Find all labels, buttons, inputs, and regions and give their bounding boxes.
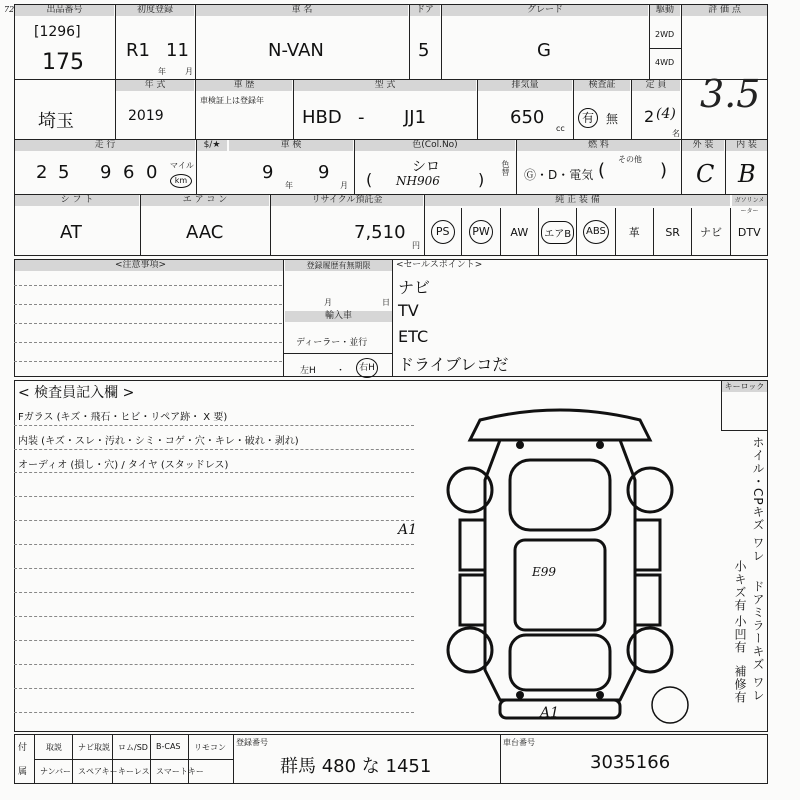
chassis-number: 3035166 [590, 752, 671, 773]
color-name: シロ [412, 159, 440, 175]
displacement-value: 650 [510, 107, 545, 128]
spare-tire [652, 687, 688, 723]
label-car-name: 車 名 [196, 5, 408, 16]
label-recycle: リサイクル預託金 [271, 195, 423, 206]
inspection-yes: 有 [578, 108, 598, 128]
bottom-r1-2: ロム/SD [118, 743, 148, 752]
displacement-unit: cc [556, 124, 565, 133]
label-aircon: エ ア コ ン [141, 195, 269, 206]
door-right-rear [635, 575, 660, 625]
capacity-unit: 名 [672, 129, 680, 138]
lot-number: 175 [42, 50, 84, 75]
mileage-miles: マイル [170, 161, 194, 170]
recycle-value: 7,510 [354, 222, 406, 243]
label-import: 輸入車 [285, 311, 392, 322]
history-box [283, 259, 393, 377]
fuel-paren-close: ) [660, 160, 668, 181]
rating-overall: 3.5 [700, 72, 761, 116]
damage-mark-roof: E99 [532, 565, 557, 579]
history-month: 月 [324, 298, 332, 307]
label-expiry: 車 検 [229, 140, 353, 151]
fuel-other: その他 [618, 155, 642, 164]
first-reg-month-unit: 月 [185, 67, 193, 76]
steer-left: 左H [300, 366, 316, 376]
equip-ps: PS [424, 208, 462, 256]
door-left-rear [460, 575, 485, 625]
plate-number: 群馬 480 な 1451 [280, 756, 432, 777]
drive-2wd: 2WD [655, 30, 675, 39]
damage-mark-side: A1 [398, 522, 418, 538]
front-hood [510, 460, 610, 530]
plate-label: 登録番号 [236, 738, 268, 747]
equip-airbag: エアB [539, 208, 577, 256]
grade-value: G [537, 40, 551, 61]
drive-4wd: 4WD [655, 58, 675, 67]
equip-dtv: DTV [737, 225, 761, 239]
right-wheel-text: ホイル・CPキズ ワレ [751, 436, 765, 563]
label-year-model: 年 式 [116, 80, 194, 91]
fuel-options: Ⓖ・D・電気 [524, 168, 594, 182]
right-dent-text: 小凹有 [733, 615, 747, 654]
fuel-paren-open: ( [598, 160, 606, 181]
lot-corner-mark: 72 [4, 5, 15, 14]
attach-bottom: 属 [18, 767, 28, 777]
model-code: JJ1 [404, 107, 427, 128]
roof-outline [470, 410, 650, 440]
color-paren-r: ) [478, 170, 485, 189]
history-note: 車検証上は登録年 [200, 96, 264, 105]
mileage-digit-1: 2 [36, 162, 48, 183]
expiry-month: 9 [318, 162, 330, 183]
sales-point-4: ドライブレコだ [398, 355, 509, 374]
label-grade: グレード [442, 5, 648, 16]
model-dash: - [358, 107, 365, 128]
lot-code: [1296] [34, 24, 81, 40]
expiry-month-unit: 月 [340, 181, 348, 190]
capacity-hand: (4) [656, 106, 676, 122]
bottom-r1-4: リモコン [194, 743, 226, 752]
rear-glass [510, 635, 610, 690]
first-reg-year-unit: 年 [158, 67, 166, 76]
car-name-value: N-VAN [268, 40, 324, 61]
body-outline [485, 440, 635, 700]
mileage-digit-3: 9 [100, 162, 112, 183]
label-shift: シ フ ト [15, 195, 139, 206]
label-drive: 駆動 [650, 5, 680, 16]
right-mirror-text: ドアミラーキズ ワレ [751, 580, 765, 702]
label-rating: 評 価 点 [682, 5, 767, 16]
label-history: 車 歴 [196, 80, 292, 91]
door-right-front [635, 520, 660, 570]
sales-point-1: ナビ [398, 278, 431, 297]
chassis-label: 車台番号 [503, 738, 535, 747]
right-repair-text: 補修有 [733, 665, 747, 704]
roof-panel [515, 540, 605, 630]
label-capacity: 定 員 [632, 80, 680, 91]
label-s: $/★ [197, 140, 227, 151]
equipment-row [424, 208, 768, 256]
rear-bumper [500, 700, 620, 718]
label-history-period: 登録履歴有無期限 [285, 260, 392, 271]
label-interior: 内 装 [726, 140, 767, 151]
recycle-unit: 円 [412, 241, 420, 250]
label-inspection: 検査証 [574, 80, 630, 91]
steer-right: 右H [356, 358, 378, 378]
mileage-km: km [170, 174, 192, 188]
label-color: 色(Col.No) [355, 140, 515, 151]
bottom-r1-0: 取説 [46, 743, 62, 752]
first-reg-era: R1 [126, 40, 150, 61]
steer-dot: ・ [336, 366, 346, 376]
label-sales-points: <セールスポイント> [396, 260, 483, 270]
label-fuel: 燃 料 [517, 140, 680, 151]
inspector-line-interior: 内装 (キズ・スレ・汚れ・シミ・コゲ・穴・キレ・破れ・剥れ) [18, 436, 299, 447]
color-code: NH906 [396, 174, 440, 188]
inspector-title: < 検査員記入欄 > [18, 385, 135, 401]
expiry-year: 9 [262, 162, 274, 183]
shift-value: AT [60, 222, 82, 243]
attach-top: 付 [18, 743, 28, 753]
mileage-digit-5: 0 [146, 162, 158, 183]
mileage-digit-4: 6 [123, 162, 135, 183]
doors-value: 5 [418, 40, 430, 61]
label-mileage: 走 行 [15, 140, 195, 151]
bottom-r2-3: スマートキー [156, 767, 204, 776]
model-prefix: HBD [302, 107, 342, 128]
bottom-r1-3: B-CAS [156, 742, 181, 751]
color-paren-l: ( [366, 170, 373, 189]
capacity-value: 2 [644, 107, 655, 126]
equip-sr: SR [654, 208, 692, 256]
equip-leather: 革 [616, 208, 654, 256]
label-doors: ドア [410, 5, 440, 16]
sales-point-2: TV [398, 301, 419, 320]
right-scratch-text: 小キズ有 [733, 560, 747, 612]
inspector-line-audio: オーディオ (損し・穴) / タイヤ (スタッドレス) [18, 460, 229, 471]
prefecture-value: 埼玉 [38, 111, 74, 132]
equip-abs: ABS [577, 208, 615, 256]
door-left-front [460, 520, 485, 570]
interior-grade: B [738, 160, 756, 188]
color-paint: 色替 [501, 160, 510, 176]
aircon-value: AAC [186, 222, 224, 243]
history-day: 日 [382, 298, 390, 307]
label-lot: 出品番号 [15, 5, 114, 16]
exterior-grade: C [696, 160, 715, 188]
damage-mark-rear: A1 [540, 705, 560, 721]
first-reg-month: 11 [166, 40, 189, 61]
inspection-no: 無 [606, 112, 619, 126]
year-model-value: 2019 [128, 108, 164, 124]
label-gas-meter: ガソリンメーター [732, 195, 767, 206]
label-notes: <注意事項> [15, 260, 283, 271]
bottom-r2-1: スペアキー [78, 767, 118, 776]
car-damage-diagram [420, 400, 700, 725]
bottom-r2-0: ナンバー [40, 767, 72, 776]
sales-point-3: ETC [398, 327, 429, 346]
bottom-r2-2: キーレス [118, 767, 150, 776]
label-exterior: 外 装 [682, 140, 724, 151]
label-key-lock: キーロック [722, 381, 767, 392]
expiry-year-unit: 年 [285, 181, 293, 190]
mileage-digit-2: 5 [58, 162, 70, 183]
equip-aw: AW [501, 208, 539, 256]
import-source: ディーラー・並行 [296, 338, 368, 348]
equip-navi: ナビ [692, 208, 730, 256]
label-displacement: 排気量 [478, 80, 572, 91]
equip-pw: PW [462, 208, 500, 256]
label-first-reg: 初度登録 [116, 5, 194, 16]
label-model: 型 式 [294, 80, 476, 91]
inspector-line-glass: Fガラス (キズ・飛石・ヒビ・リペア跡・ X 要) [18, 412, 228, 423]
label-equipment: 純 正 装 備 [425, 195, 730, 206]
bottom-r1-1: ナビ取説 [78, 743, 110, 752]
